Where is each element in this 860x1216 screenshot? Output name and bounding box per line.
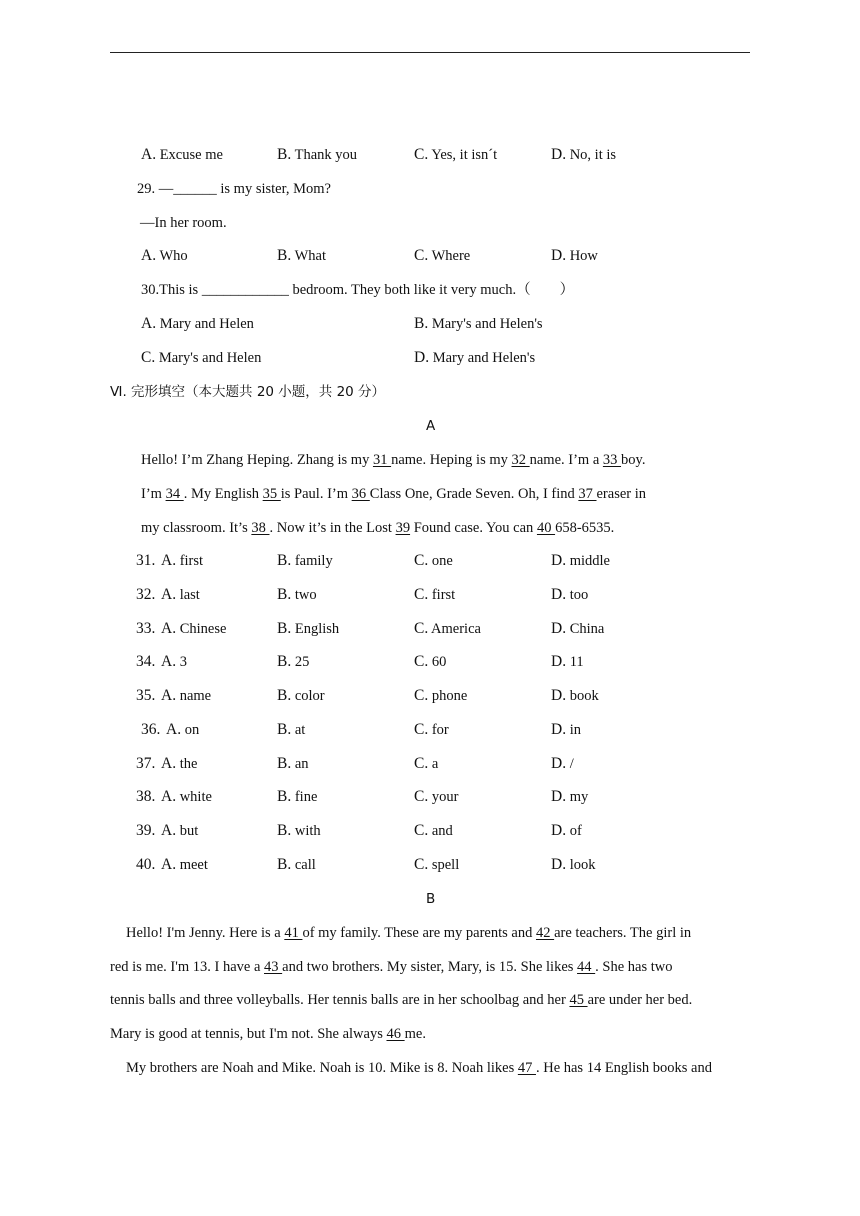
option-letter: C. — [414, 552, 429, 569]
option-text: your — [431, 789, 459, 806]
option-text: too — [569, 586, 589, 603]
option-text: for — [431, 721, 449, 738]
option-d[interactable] — [551, 787, 588, 807]
blank-39[interactable]: 39 — [395, 520, 411, 536]
passage-text: name. I’m a — [529, 452, 603, 468]
option-d[interactable] — [551, 821, 582, 841]
q30-option-a[interactable]: A. Mary and Helen — [141, 315, 254, 332]
option-a[interactable] — [161, 754, 197, 774]
option-c[interactable] — [414, 754, 438, 774]
option-letter: B. — [277, 585, 292, 603]
blank-37[interactable]: 37 — [578, 486, 597, 502]
option-letter: C. — [414, 754, 429, 772]
option-text: name — [179, 688, 212, 704]
q28-option-c[interactable]: C. Yes, it isnˊt — [414, 146, 498, 163]
passage-b-line-5 — [126, 1058, 712, 1078]
passage-text: 658-6535. — [555, 520, 615, 536]
option-d[interactable] — [551, 720, 581, 740]
option-d[interactable] — [551, 686, 599, 706]
option-b[interactable] — [277, 787, 317, 807]
option-text: / — [569, 755, 574, 772]
passage-text: I’m — [141, 486, 166, 502]
passage-text: name. Heping is my — [391, 452, 512, 468]
passage-b-line-2 — [110, 957, 673, 977]
passage-text: me. — [404, 1026, 426, 1042]
option-letter: B. — [277, 619, 292, 637]
option-letter: D. — [551, 619, 567, 637]
option-a[interactable] — [161, 652, 187, 672]
blank-38[interactable]: 38 — [251, 520, 270, 536]
question-number: 34. — [136, 653, 156, 671]
option-a[interactable] — [161, 619, 226, 639]
option-text: book — [569, 688, 599, 704]
option-text: phone — [431, 688, 468, 704]
blank-36[interactable]: 36 — [351, 486, 370, 502]
option-text: on — [184, 721, 200, 738]
option-letter: B. — [277, 788, 292, 806]
question-number: 37. — [136, 754, 156, 772]
option-letter: A. — [161, 788, 177, 806]
passage-text: Class One, Grade Seven. Oh, I find — [369, 486, 579, 502]
option-text: of — [569, 823, 582, 839]
q29-stem: 29. —______ is my sister, Mom? — [137, 181, 331, 197]
option-text: America — [431, 620, 481, 637]
option-text: the — [179, 755, 198, 772]
q28-option-b[interactable]: B. Thank you — [277, 146, 358, 163]
option-letter: A. — [161, 822, 177, 839]
option-letter: A. — [161, 855, 177, 873]
option-d[interactable] — [551, 754, 574, 774]
blank-46[interactable]: 46 — [386, 1026, 405, 1042]
q28-option-d[interactable]: D. No, it is — [551, 146, 617, 163]
passage-text: . My English — [183, 486, 263, 502]
option-letter: A. — [161, 619, 177, 637]
passage-text: . He has 14 English books and — [535, 1060, 712, 1076]
option-letter: D. — [551, 822, 567, 839]
option-c[interactable] — [414, 787, 458, 807]
option-text: 3 — [179, 654, 187, 671]
option-c[interactable] — [414, 821, 453, 841]
blank-35[interactable]: 35 — [262, 486, 281, 502]
option-text: family — [294, 553, 333, 569]
passage-text: My brothers are Noah and Mike. Noah is 10. Mike is 8. Noah likes — [126, 1060, 518, 1076]
option-d[interactable] — [551, 619, 604, 639]
option-c[interactable] — [414, 855, 459, 875]
option-letter: A. — [161, 552, 177, 569]
question-number: 31. — [136, 552, 156, 569]
option-letter: C. — [414, 855, 429, 873]
option-text: at — [294, 721, 306, 738]
passage-text: boy. — [621, 452, 646, 468]
option-letter: A. — [161, 653, 177, 671]
passage-text: my classroom. It’s — [141, 520, 252, 536]
option-letter: D. — [551, 585, 567, 603]
q29-option-d[interactable]: D. How — [551, 247, 598, 264]
blank-42[interactable]: 42 — [535, 925, 555, 941]
passage-text: is Paul. I’m — [280, 486, 352, 502]
option-b[interactable] — [277, 652, 309, 672]
option-letter: D. — [551, 754, 567, 772]
option-text: call — [294, 856, 316, 873]
option-text: meet — [179, 856, 208, 873]
option-c[interactable] — [414, 619, 481, 639]
option-text: one — [431, 553, 453, 569]
option-d[interactable] — [551, 652, 584, 672]
q28-option-a[interactable]: A. Excuse me — [141, 146, 223, 163]
option-a[interactable] — [161, 855, 208, 875]
blank-32[interactable]: 32 — [511, 452, 530, 468]
option-text: look — [569, 856, 596, 873]
option-letter: D. — [551, 653, 567, 671]
option-letter: B. — [277, 720, 292, 738]
part-a-label: A — [426, 418, 436, 434]
option-letter: C. — [414, 720, 429, 738]
passage-text: of my family. These are my parents and — [302, 925, 536, 941]
option-letter: A. — [161, 687, 177, 704]
option-letter: A. — [161, 585, 177, 603]
q29-option-c[interactable]: C. Where — [414, 247, 471, 264]
option-text: English — [294, 620, 340, 637]
q30-option-d[interactable]: D. Mary and Helen's — [414, 349, 536, 366]
passage-b-line-1 — [126, 923, 691, 943]
part-b-label: B — [426, 891, 436, 907]
q30-option-b[interactable]: B. Mary's and Helen's — [414, 315, 543, 332]
passage-text: eraser in — [596, 486, 647, 502]
option-letter: C. — [414, 619, 429, 637]
option-text: China — [569, 620, 605, 637]
passage-text: and two brothers. My sister, Mary, is 15. She likes — [282, 959, 578, 975]
blank-41[interactable]: 41 — [284, 925, 303, 941]
passage-text: Hello! I'm Jenny. Here is a — [126, 925, 285, 941]
option-a[interactable] — [161, 787, 212, 807]
option-letter: C. — [414, 653, 429, 671]
option-letter: D. — [551, 788, 567, 806]
blank-45[interactable]: 45 — [569, 992, 588, 1008]
option-text: 60 — [431, 654, 447, 671]
question-number: 38. — [136, 788, 156, 806]
option-text: spell — [431, 856, 460, 873]
option-text: first — [179, 553, 204, 569]
option-text: a — [431, 755, 439, 772]
option-c[interactable] — [414, 652, 446, 672]
passage-a-line-3 — [141, 518, 614, 538]
option-letter: A. — [161, 754, 177, 772]
passage-text: Mary is good at tennis, but I'm not. She always — [110, 1026, 387, 1042]
blank-44[interactable]: 44 — [577, 959, 596, 975]
option-b[interactable] — [277, 720, 305, 740]
option-c[interactable] — [414, 551, 453, 571]
option-b[interactable] — [277, 551, 333, 571]
option-letter: B. — [277, 754, 292, 772]
option-text: fine — [294, 789, 318, 806]
option-b[interactable] — [277, 754, 309, 774]
option-a[interactable] — [161, 585, 200, 605]
option-letter: B. — [277, 552, 292, 569]
option-b[interactable] — [277, 686, 325, 706]
passage-a-line-2 — [141, 484, 646, 504]
q30-stem: 30.This is ____________ bedroom. They both like it very much.（ ） — [141, 282, 575, 298]
passage-text: red is me. I'm 13. I have a — [110, 959, 265, 975]
option-letter: C. — [414, 585, 429, 603]
option-d[interactable] — [551, 551, 610, 571]
option-text: two — [294, 586, 317, 603]
question-number: 39. — [136, 822, 156, 839]
option-letter: D. — [551, 720, 567, 738]
option-a[interactable] — [161, 821, 198, 841]
option-c[interactable] — [414, 585, 455, 605]
passage-b-line-4 — [110, 1024, 426, 1044]
blank-34[interactable]: 34 — [165, 486, 184, 502]
question-number: 40. — [136, 855, 156, 873]
option-text: first — [431, 586, 456, 603]
blank-33[interactable]: 33 — [602, 452, 622, 468]
passage-text: . Now it’s in the Lost — [269, 520, 396, 536]
option-letter: C. — [414, 687, 429, 704]
option-text: an — [294, 755, 309, 772]
option-d[interactable] — [551, 585, 588, 605]
blank-40[interactable]: 40 — [536, 520, 556, 536]
option-letter: B. — [277, 653, 292, 671]
passage-a-line-1 — [141, 450, 645, 470]
option-b[interactable] — [277, 855, 316, 875]
option-text: Chinese — [179, 620, 227, 637]
option-d[interactable] — [551, 855, 595, 875]
option-letter: C. — [414, 822, 429, 839]
option-text: middle — [569, 553, 610, 569]
option-text: color — [294, 688, 325, 704]
option-text: but — [179, 823, 199, 839]
option-letter: B. — [277, 855, 292, 873]
question-number: 35. — [136, 687, 156, 704]
section-heading: Ⅵ. 完形填空（本大题共 20 小题，共 20 分） — [110, 384, 386, 400]
passage-text: are under her bed. — [587, 992, 693, 1008]
q29-option-a[interactable]: A. Who — [141, 247, 188, 264]
passage-text: are teachers. The girl in — [554, 925, 692, 941]
question-number: 33. — [136, 619, 156, 637]
passage-text: . She has two — [595, 959, 673, 975]
blank-31[interactable]: 31 — [372, 452, 392, 468]
question-number: 32. — [136, 585, 156, 603]
option-text: white — [179, 789, 212, 806]
option-c[interactable] — [414, 720, 449, 740]
option-letter: B. — [277, 687, 292, 704]
header-rule — [110, 52, 750, 53]
passage-text: tennis balls and three volleyballs. Her tennis balls are in her schoolbag and her — [110, 992, 570, 1008]
option-a[interactable] — [166, 720, 199, 740]
option-c[interactable] — [414, 686, 467, 706]
option-b[interactable] — [277, 821, 321, 841]
blank-47[interactable]: 47 — [517, 1060, 536, 1076]
option-text: 11 — [569, 654, 584, 671]
option-text: my — [569, 789, 589, 806]
option-text: last — [179, 586, 200, 603]
option-letter: B. — [277, 822, 292, 839]
option-text: 25 — [294, 654, 310, 671]
option-text: with — [294, 823, 321, 839]
question-number: 36. — [141, 720, 161, 738]
option-letter: A. — [166, 720, 182, 738]
option-b[interactable] — [277, 585, 317, 605]
option-letter: D. — [551, 687, 567, 704]
q30-option-c[interactable]: C. Mary's and Helen — [141, 349, 262, 366]
option-letter: C. — [414, 788, 429, 806]
q29-answer-line: —In her room. — [140, 215, 227, 231]
q29-option-b[interactable]: B. What — [277, 247, 326, 264]
passage-text: Hello! I’m Zhang Heping. Zhang is my — [141, 452, 373, 468]
option-a[interactable] — [161, 551, 203, 571]
option-letter: D. — [551, 552, 567, 569]
passage-text: Found case. You can — [410, 520, 537, 536]
option-b[interactable] — [277, 619, 339, 639]
option-text: and — [431, 823, 453, 839]
passage-b-line-3 — [110, 990, 692, 1010]
option-a[interactable] — [161, 686, 211, 706]
blank-43[interactable]: 43 — [264, 959, 283, 975]
option-text: in — [569, 721, 581, 738]
option-letter: D. — [551, 855, 567, 873]
